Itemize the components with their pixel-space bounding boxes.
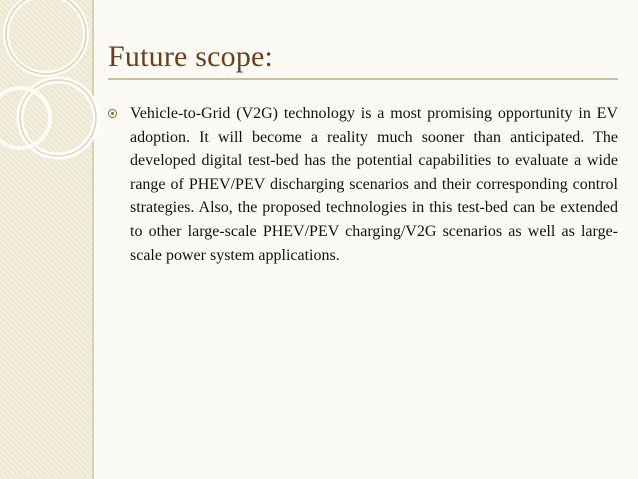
bullet-icon — [108, 109, 117, 118]
slide-title: Future scope: — [108, 40, 274, 73]
bullet-text: Vehicle-to-Grid (V2G) technology is a most promising opportunity in EV adoption. It will become a reality much sooner than anticipated. The developed digital test-bed has the potential capabilities to evaluate a wide range of PHEV/PEV discharging scenarios and their corresponding control strategies. Also, the proposed technologies in this test-bed can be extended to other large-scale PHEV/PEV charging/V2G scenarios as well as large-scale power system applications. — [130, 105, 618, 264]
bullet-item — [108, 102, 618, 267]
decorative-circle-large-outline — [6, 0, 86, 74]
slide-content — [108, 102, 618, 267]
title-divider — [108, 78, 618, 80]
